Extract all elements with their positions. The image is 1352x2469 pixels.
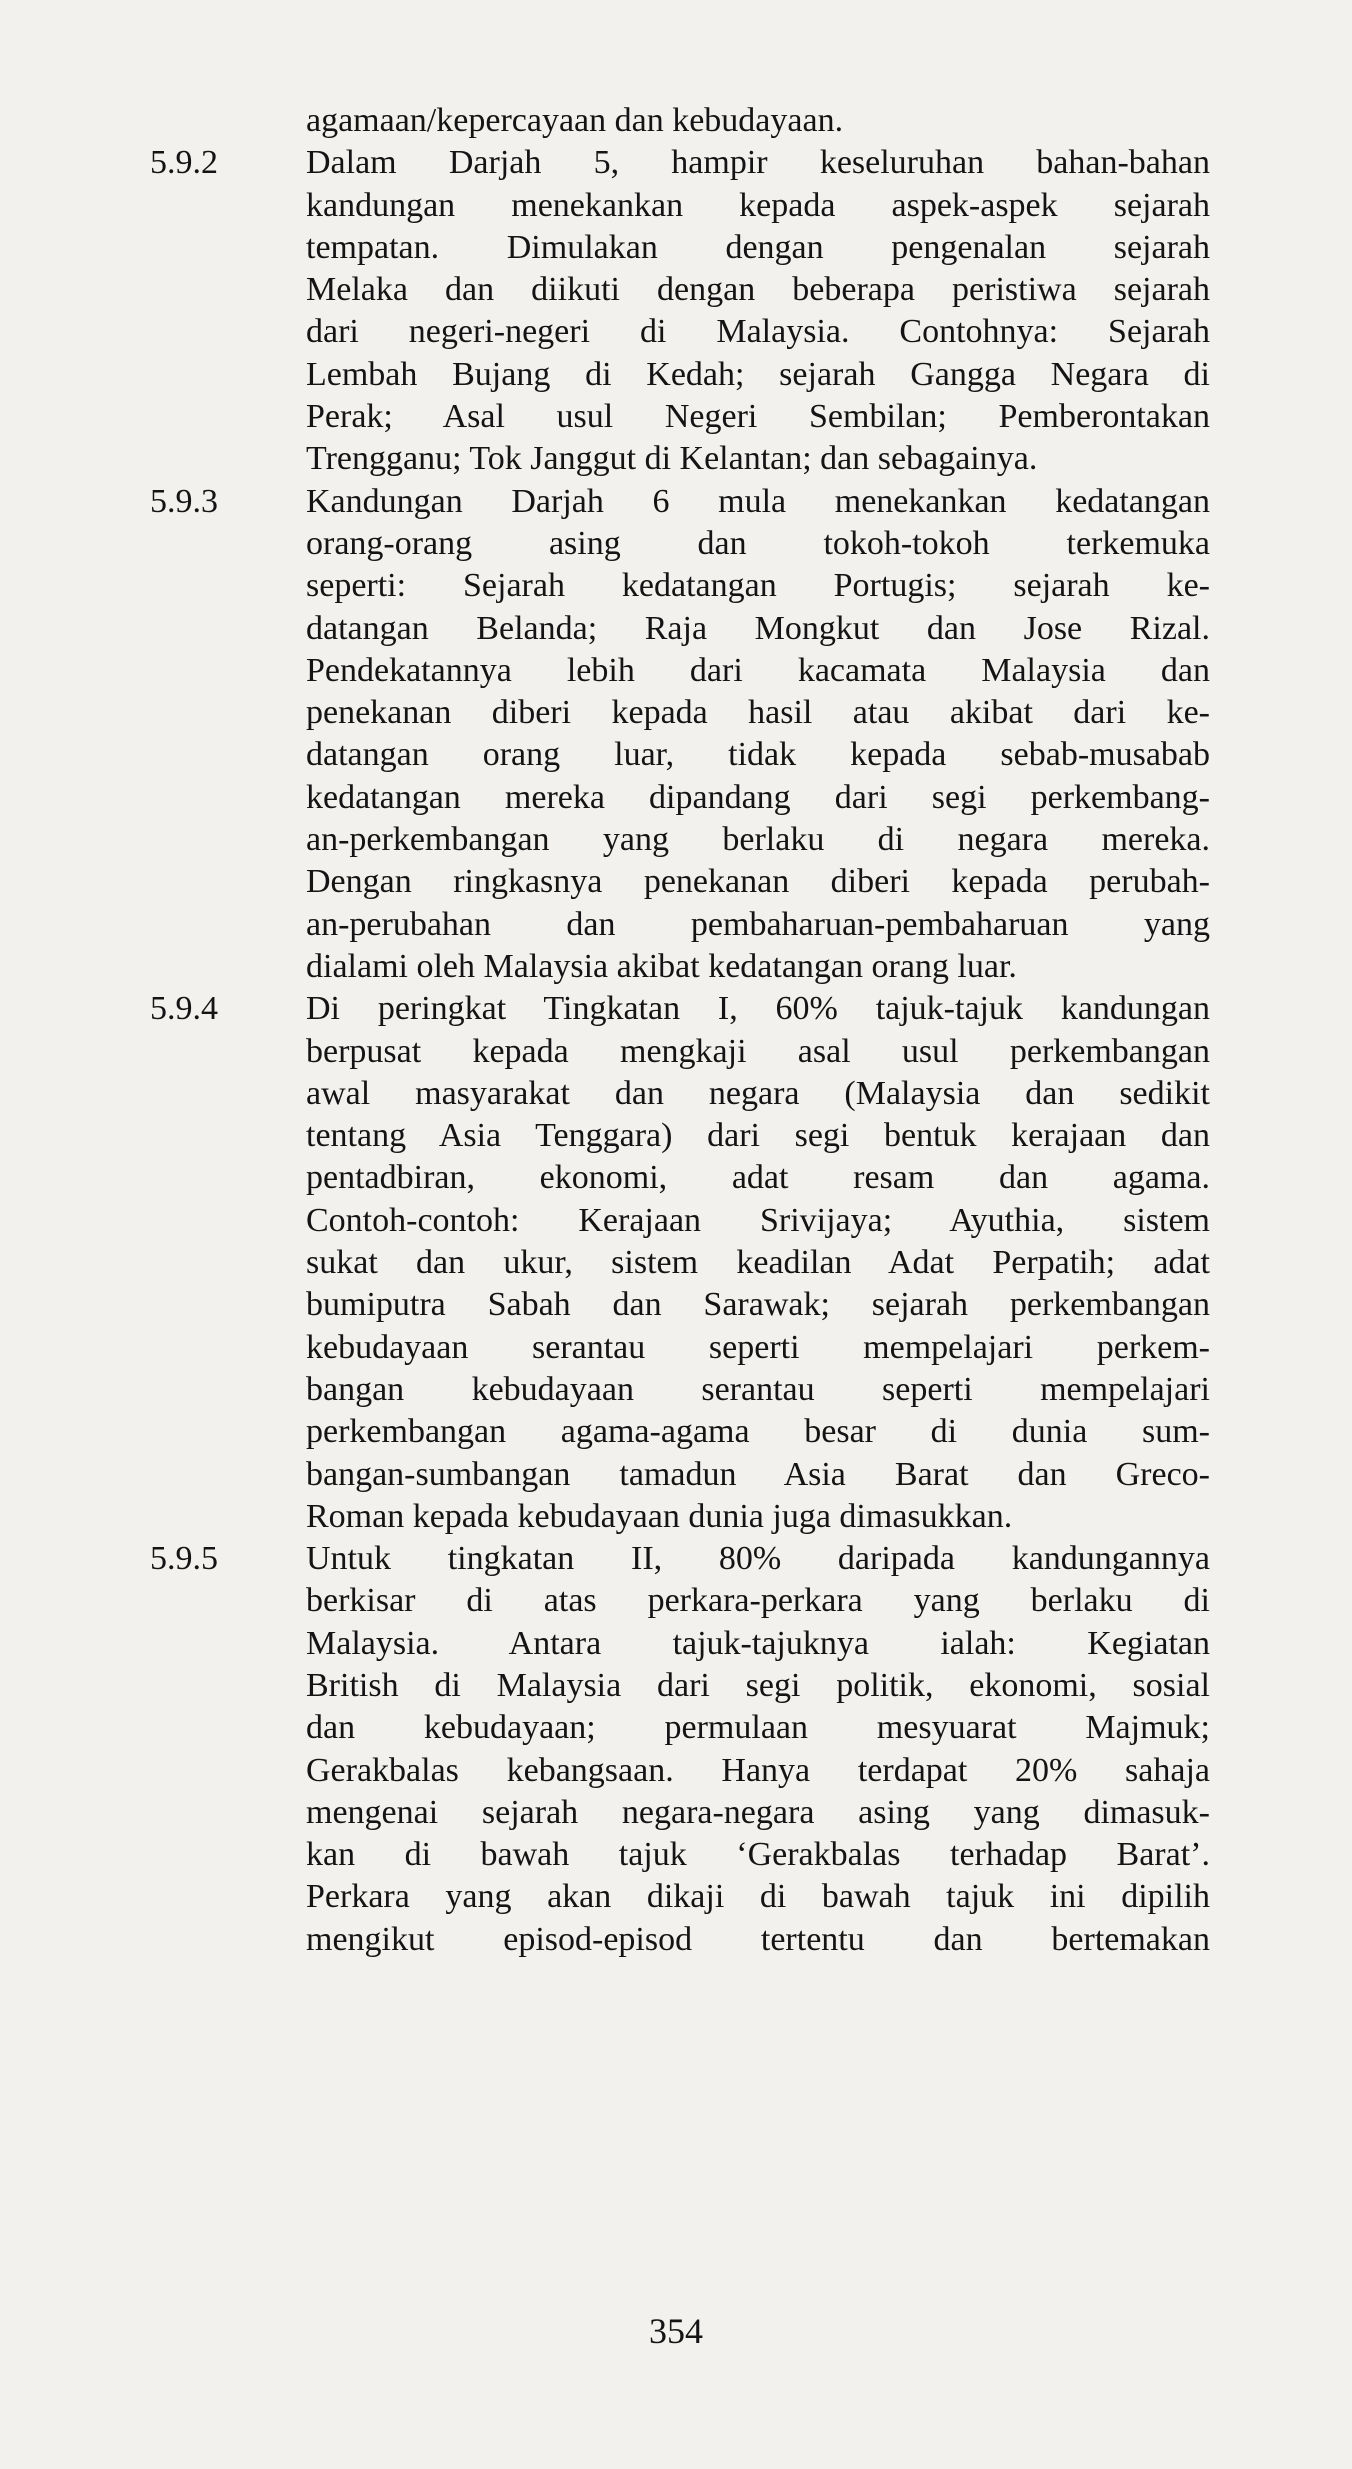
line-text: an-perubahan dan pembaharuan-pembaharuan yang (306, 905, 1210, 943)
line-text: Melaka dan diikuti dengan beberapa peristiwa sejarah (306, 271, 1210, 309)
text-line (150, 1157, 1210, 1199)
line-text: an-perkembangan yang berlaku di negara mereka. (306, 821, 1210, 859)
text-line (150, 269, 1210, 311)
line-text: Lembah Bujang di Kedah; sejarah Gangga Negara di (306, 355, 1210, 393)
line-text: Di peringkat Tingkatan I, 60% tajuk-tajuk kandungan (306, 990, 1210, 1028)
line-text: Trengganu; Tok Janggut di Kelantan; dan sebagainya. (306, 440, 1038, 478)
line-text: dan kebudayaan; permulaan mesyuarat Majmuk; (306, 1709, 1210, 1747)
text-line (150, 185, 1210, 227)
text-line (150, 1115, 1210, 1157)
line-text: seperti: Sejarah kedatangan Portugis; sejarah ke- (306, 567, 1210, 605)
text-line (150, 1919, 1210, 1961)
line-text: bumiputra Sabah dan Sarawak; sejarah perkembangan (306, 1286, 1210, 1324)
line-text: kedatangan mereka dipandang dari segi perkembang- (306, 778, 1210, 816)
line-text: Pendekatannya lebih dari kacamata Malaysia dan (306, 651, 1210, 689)
line-text: kan di bawah tajuk ‘Gerakbalas terhadap Barat’. (306, 1836, 1210, 1874)
text-line (150, 1369, 1210, 1411)
line-text: kandungan menekankan kepada aspek-aspek sejarah (306, 186, 1210, 224)
text-line (150, 988, 1210, 1030)
line-text: datangan orang luar, tidak kepada sebab-musabab (306, 736, 1210, 774)
line-text: berkisar di atas perkara-perkara yang berlaku di (306, 1582, 1210, 1620)
line-text: Gerakbalas kebangsaan. Hanya terdapat 20% sahaja (306, 1751, 1210, 1789)
text-line (150, 1580, 1210, 1622)
text-line (150, 692, 1210, 734)
line-text: Dengan ringkasnya penekanan diberi kepada perubah- (306, 863, 1210, 901)
text-line (150, 946, 1210, 988)
text-line (150, 734, 1210, 776)
text-line (150, 861, 1210, 903)
line-text: berpusat kepada mengkaji asal usul perkembangan (306, 1032, 1210, 1070)
page-number: 354 (649, 2311, 703, 2351)
text-line (150, 1707, 1210, 1749)
text-line (150, 227, 1210, 269)
section-number: 5.9.3 (150, 482, 218, 520)
text-line (150, 1538, 1210, 1580)
text-line (150, 481, 1210, 523)
line-text: Roman kepada kebudayaan dunia juga dimasukkan. (306, 1497, 1013, 1535)
line-text: Perak; Asal usul Negeri Sembilan; Pemberontakan (306, 398, 1210, 436)
text-line (150, 1834, 1210, 1876)
line-text: Untuk tingkatan II, 80% daripada kandungannya (306, 1540, 1210, 1578)
text-line (150, 608, 1210, 650)
line-text: Kandungan Darjah 6 mula menekankan kedatangan (306, 482, 1210, 520)
text-line (150, 523, 1210, 565)
line-text: tempatan. Dimulakan dengan pengenalan sejarah (306, 228, 1210, 266)
text-line (150, 1665, 1210, 1707)
text-line (150, 565, 1210, 607)
line-text: mengikut episod-episod tertentu dan bertemakan (306, 1920, 1210, 1958)
body-text (150, 100, 1210, 1961)
text-line (150, 1623, 1210, 1665)
line-text: Dalam Darjah 5, hampir keseluruhan bahan-bahan (306, 144, 1210, 182)
section-number: 5.9.5 (150, 1540, 218, 1578)
text-line (150, 1792, 1210, 1834)
text-line (150, 1496, 1210, 1538)
line-text: perkembangan agama-agama besar di dunia sum- (306, 1413, 1210, 1451)
line-text: awal masyarakat dan negara (Malaysia dan sedikit (306, 1074, 1210, 1112)
text-line (150, 1073, 1210, 1115)
line-text: pentadbiran, ekonomi, adat resam dan agama. (306, 1159, 1210, 1197)
text-line (150, 1031, 1210, 1073)
line-text: Perkara yang akan dikaji di bawah tajuk ini dipilih (306, 1878, 1210, 1916)
line-text: tentang Asia Tenggara) dari segi bentuk kerajaan dan (306, 1117, 1210, 1155)
text-line (150, 1454, 1210, 1496)
text-line (150, 777, 1210, 819)
line-text: bangan-sumbangan tamadun Asia Barat dan Greco- (306, 1455, 1210, 1493)
text-line (150, 1327, 1210, 1369)
text-line (150, 438, 1210, 480)
text-line (150, 1242, 1210, 1284)
text-line (150, 904, 1210, 946)
text-line (150, 142, 1210, 184)
line-text: Malaysia. Antara tajuk-tajuknya ialah: Kegiatan (306, 1624, 1210, 1662)
line-text: bangan kebudayaan serantau seperti mempelajari (306, 1370, 1210, 1408)
line-text: penekanan diberi kepada hasil atau akibat dari ke- (306, 694, 1210, 732)
text-line (150, 1876, 1210, 1918)
line-text: dialami oleh Malaysia akibat kedatangan orang luar. (306, 947, 1017, 985)
text-line (150, 819, 1210, 861)
text-line (150, 354, 1210, 396)
text-line (150, 396, 1210, 438)
text-line (150, 311, 1210, 353)
line-text: mengenai sejarah negara-negara asing yang dimasuk- (306, 1793, 1210, 1831)
line-text: sukat dan ukur, sistem keadilan Adat Perpatih; adat (306, 1244, 1210, 1282)
section-number: 5.9.2 (150, 144, 218, 182)
text-line (150, 650, 1210, 692)
text-line (150, 1284, 1210, 1326)
line-text: Contoh-contoh: Kerajaan Srivijaya; Ayuthia, sistem (306, 1201, 1210, 1239)
line-text: kebudayaan serantau seperti mempelajari perkem- (306, 1328, 1210, 1366)
text-line (150, 100, 1210, 142)
text-line (150, 1200, 1210, 1242)
line-text: orang-orang asing dan tokoh-tokoh terkemuka (306, 524, 1210, 562)
text-line (150, 1411, 1210, 1453)
text-line (150, 1750, 1210, 1792)
line-text: datangan Belanda; Raja Mongkut dan Jose Rizal. (306, 609, 1210, 647)
line-text: dari negeri-negeri di Malaysia. Contohnya: Sejarah (306, 313, 1210, 351)
line-text: agamaan/kepercayaan dan kebudayaan. (306, 102, 844, 139)
section-number: 5.9.4 (150, 990, 218, 1028)
line-text: British di Malaysia dari segi politik, ekonomi, sosial (306, 1666, 1210, 1704)
